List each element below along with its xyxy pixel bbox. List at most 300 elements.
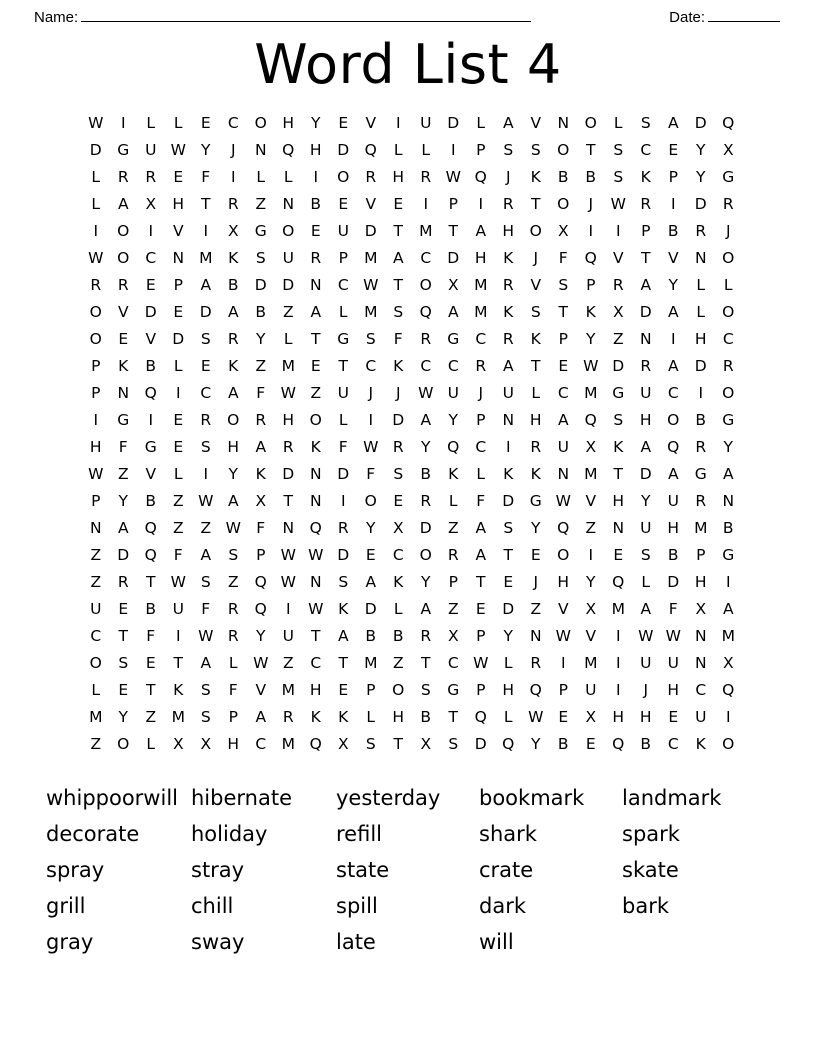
word-list-item[interactable]: spray bbox=[46, 858, 105, 882]
grid-cell[interactable]: Z bbox=[227, 573, 239, 591]
grid-cell[interactable]: X bbox=[585, 708, 597, 726]
grid-cell[interactable]: Z bbox=[392, 654, 404, 672]
grid-cell[interactable]: U bbox=[90, 600, 102, 618]
grid-cell[interactable]: V bbox=[585, 627, 597, 645]
grid-cell[interactable]: J bbox=[533, 249, 539, 267]
grid-cell[interactable]: I bbox=[203, 222, 209, 240]
grid-cell[interactable]: L bbox=[366, 708, 376, 726]
grid-cell[interactable]: M bbox=[694, 519, 708, 537]
grid-cell[interactable]: B bbox=[310, 195, 322, 213]
word-list-item[interactable]: grill bbox=[46, 894, 86, 918]
grid-cell[interactable]: U bbox=[502, 384, 514, 402]
grid-cell[interactable]: L bbox=[476, 465, 486, 483]
grid-cell[interactable]: T bbox=[558, 303, 568, 321]
grid-cell[interactable]: S bbox=[338, 573, 349, 591]
grid-cell[interactable]: A bbox=[310, 303, 322, 321]
word-list-item[interactable]: will bbox=[479, 930, 514, 954]
grid-cell[interactable]: U bbox=[640, 519, 652, 537]
grid-cell[interactable]: E bbox=[338, 114, 349, 132]
grid-cell[interactable]: N bbox=[254, 141, 267, 159]
grid-cell[interactable]: X bbox=[392, 519, 404, 537]
grid-cell[interactable]: N bbox=[612, 519, 625, 537]
grid-cell[interactable]: H bbox=[612, 708, 625, 726]
grid-cell[interactable]: L bbox=[173, 465, 183, 483]
grid-cell[interactable]: I bbox=[120, 114, 126, 132]
grid-cell[interactable]: X bbox=[420, 735, 432, 753]
grid-cell[interactable]: U bbox=[695, 708, 707, 726]
grid-cell[interactable]: O bbox=[722, 384, 735, 402]
grid-cell[interactable]: O bbox=[722, 303, 735, 321]
grid-cell[interactable]: C bbox=[640, 141, 652, 159]
word-list-item[interactable]: dark bbox=[479, 894, 526, 918]
grid-cell[interactable]: O bbox=[309, 411, 322, 429]
word-list-item[interactable]: hibernate bbox=[191, 786, 292, 810]
grid-cell[interactable]: Y bbox=[118, 492, 128, 510]
grid-cell[interactable]: P bbox=[448, 573, 458, 591]
grid-cell[interactable]: K bbox=[503, 465, 514, 483]
grid-cell[interactable]: K bbox=[338, 600, 349, 618]
grid-cell[interactable]: T bbox=[338, 654, 348, 672]
grid-cell[interactable]: X bbox=[695, 600, 707, 618]
grid-cell[interactable]: Z bbox=[282, 303, 294, 321]
grid-cell[interactable]: Z bbox=[172, 492, 184, 510]
grid-cell[interactable]: A bbox=[502, 114, 514, 132]
grid-cell[interactable]: I bbox=[615, 681, 621, 699]
grid-cell[interactable]: G bbox=[722, 168, 735, 186]
grid-cell[interactable]: E bbox=[310, 357, 321, 375]
grid-cell[interactable]: K bbox=[530, 465, 541, 483]
grid-cell[interactable]: A bbox=[640, 600, 652, 618]
grid-cell[interactable]: D bbox=[337, 465, 350, 483]
grid-cell[interactable]: C bbox=[695, 681, 707, 699]
grid-cell[interactable]: C bbox=[392, 546, 404, 564]
grid-cell[interactable]: Z bbox=[90, 573, 102, 591]
grid-cell[interactable]: E bbox=[475, 600, 486, 618]
grid-cell[interactable]: E bbox=[558, 357, 569, 375]
grid-cell[interactable]: Y bbox=[201, 141, 211, 159]
grid-cell[interactable]: I bbox=[395, 114, 401, 132]
grid-cell[interactable]: P bbox=[91, 357, 101, 375]
grid-cell[interactable]: Z bbox=[200, 519, 212, 537]
grid-cell[interactable]: G bbox=[447, 681, 460, 699]
grid-cell[interactable]: Q bbox=[474, 168, 487, 186]
grid-cell[interactable]: Q bbox=[447, 438, 460, 456]
grid-cell[interactable]: L bbox=[393, 141, 403, 159]
grid-cell[interactable]: D bbox=[282, 276, 295, 294]
grid-cell[interactable]: X bbox=[585, 438, 597, 456]
grid-cell[interactable]: Z bbox=[447, 519, 459, 537]
grid-cell[interactable]: T bbox=[311, 627, 321, 645]
grid-cell[interactable]: Z bbox=[117, 465, 129, 483]
grid-cell[interactable]: D bbox=[89, 141, 102, 159]
grid-cell[interactable]: H bbox=[227, 438, 240, 456]
grid-cell[interactable]: D bbox=[694, 114, 707, 132]
grid-cell[interactable]: A bbox=[117, 195, 129, 213]
grid-cell[interactable]: Y bbox=[531, 519, 541, 537]
grid-cell[interactable]: I bbox=[725, 573, 731, 591]
grid-cell[interactable]: U bbox=[282, 627, 294, 645]
grid-cell[interactable]: D bbox=[282, 465, 295, 483]
grid-cell[interactable]: B bbox=[227, 276, 239, 294]
grid-cell[interactable]: K bbox=[173, 681, 184, 699]
grid-cell[interactable]: U bbox=[282, 249, 294, 267]
grid-cell[interactable]: D bbox=[144, 303, 157, 321]
grid-cell[interactable]: A bbox=[475, 222, 487, 240]
grid-cell[interactable]: H bbox=[667, 681, 680, 699]
grid-cell[interactable]: M bbox=[584, 384, 598, 402]
grid-cell[interactable]: R bbox=[227, 195, 239, 213]
word-list-item[interactable]: stray bbox=[191, 858, 245, 882]
grid-cell[interactable]: C bbox=[90, 627, 102, 645]
grid-cell[interactable]: T bbox=[118, 627, 128, 645]
grid-cell[interactable]: M bbox=[611, 600, 625, 618]
grid-cell[interactable]: A bbox=[117, 519, 129, 537]
grid-cell[interactable]: S bbox=[255, 249, 266, 267]
grid-cell[interactable]: W bbox=[280, 573, 296, 591]
grid-cell[interactable]: Z bbox=[255, 195, 267, 213]
grid-cell[interactable]: H bbox=[89, 438, 102, 456]
grid-cell[interactable]: Y bbox=[696, 168, 706, 186]
grid-cell[interactable]: I bbox=[505, 438, 511, 456]
grid-cell[interactable]: D bbox=[447, 249, 460, 267]
grid-cell[interactable]: T bbox=[173, 654, 183, 672]
grid-cell[interactable]: R bbox=[612, 276, 624, 294]
grid-cell[interactable]: R bbox=[640, 357, 652, 375]
grid-cell[interactable]: C bbox=[475, 438, 487, 456]
grid-cell[interactable]: Y bbox=[256, 627, 266, 645]
grid-cell[interactable]: D bbox=[694, 357, 707, 375]
word-list-item[interactable]: refill bbox=[336, 822, 382, 846]
grid-cell[interactable]: C bbox=[447, 357, 459, 375]
grid-cell[interactable]: Y bbox=[668, 276, 678, 294]
grid-cell[interactable]: F bbox=[338, 438, 348, 456]
word-list-item[interactable]: holiday bbox=[191, 822, 268, 846]
grid-cell[interactable]: F bbox=[476, 492, 486, 510]
grid-cell[interactable]: Q bbox=[529, 681, 542, 699]
grid-cell[interactable]: Z bbox=[530, 600, 542, 618]
grid-cell[interactable]: T bbox=[476, 573, 486, 591]
grid-cell[interactable]: W bbox=[445, 168, 461, 186]
grid-cell[interactable]: D bbox=[667, 573, 680, 591]
grid-cell[interactable]: P bbox=[696, 546, 706, 564]
word-list-item[interactable]: gray bbox=[46, 930, 94, 954]
grid-cell[interactable]: R bbox=[392, 438, 404, 456]
grid-cell[interactable]: Y bbox=[696, 141, 706, 159]
grid-cell[interactable]: E bbox=[338, 195, 349, 213]
grid-cell[interactable]: E bbox=[530, 546, 541, 564]
grid-cell[interactable]: G bbox=[117, 411, 130, 429]
grid-cell[interactable]: C bbox=[557, 384, 569, 402]
word-list-item[interactable]: sway bbox=[191, 930, 245, 954]
grid-cell[interactable]: N bbox=[722, 492, 735, 510]
grid-cell[interactable]: R bbox=[255, 411, 267, 429]
grid-cell[interactable]: R bbox=[337, 519, 349, 537]
grid-cell[interactable]: I bbox=[560, 654, 566, 672]
grid-cell[interactable]: H bbox=[474, 249, 487, 267]
grid-cell[interactable]: Q bbox=[144, 546, 157, 564]
grid-cell[interactable]: Y bbox=[586, 330, 596, 348]
word-search-grid[interactable] bbox=[82, 110, 742, 758]
grid-cell[interactable]: C bbox=[255, 735, 267, 753]
grid-cell[interactable]: H bbox=[392, 168, 405, 186]
grid-cell[interactable]: W bbox=[665, 627, 681, 645]
grid-cell[interactable]: W bbox=[555, 627, 571, 645]
grid-cell[interactable]: H bbox=[612, 492, 625, 510]
grid-cell[interactable]: R bbox=[420, 168, 432, 186]
grid-cell[interactable]: I bbox=[478, 195, 484, 213]
grid-cell[interactable]: A bbox=[227, 303, 239, 321]
grid-cell[interactable]: K bbox=[503, 249, 514, 267]
grid-cell[interactable]: T bbox=[448, 708, 458, 726]
grid-cell[interactable]: X bbox=[337, 735, 349, 753]
word-list-item[interactable]: skate bbox=[622, 858, 679, 882]
grid-cell[interactable]: D bbox=[117, 546, 130, 564]
grid-cell[interactable]: R bbox=[695, 438, 707, 456]
grid-cell[interactable]: S bbox=[200, 681, 211, 699]
grid-cell[interactable]: D bbox=[639, 303, 652, 321]
grid-cell[interactable]: S bbox=[530, 303, 541, 321]
grid-cell[interactable]: M bbox=[281, 735, 295, 753]
grid-cell[interactable]: A bbox=[667, 465, 679, 483]
grid-cell[interactable]: O bbox=[529, 222, 542, 240]
grid-cell[interactable]: O bbox=[557, 141, 570, 159]
grid-cell[interactable]: W bbox=[418, 384, 434, 402]
grid-cell[interactable]: P bbox=[91, 492, 101, 510]
grid-cell[interactable]: I bbox=[148, 411, 154, 429]
grid-cell[interactable]: V bbox=[365, 114, 377, 132]
grid-cell[interactable]: L bbox=[613, 114, 623, 132]
grid-cell[interactable]: Y bbox=[586, 573, 596, 591]
grid-cell[interactable]: E bbox=[613, 546, 624, 564]
grid-cell[interactable]: S bbox=[613, 168, 624, 186]
grid-cell[interactable]: R bbox=[695, 222, 707, 240]
grid-cell[interactable]: B bbox=[667, 222, 679, 240]
grid-cell[interactable]: R bbox=[310, 249, 322, 267]
grid-cell[interactable]: C bbox=[447, 654, 459, 672]
grid-cell[interactable]: A bbox=[475, 519, 487, 537]
grid-cell[interactable]: E bbox=[118, 330, 129, 348]
grid-cell[interactable]: E bbox=[503, 573, 514, 591]
grid-cell[interactable]: C bbox=[722, 330, 734, 348]
grid-cell[interactable]: D bbox=[447, 114, 460, 132]
grid-cell[interactable]: M bbox=[584, 465, 598, 483]
grid-cell[interactable]: C bbox=[365, 357, 377, 375]
grid-cell[interactable]: I bbox=[368, 411, 374, 429]
grid-cell[interactable]: W bbox=[225, 519, 241, 537]
grid-cell[interactable]: Z bbox=[145, 708, 157, 726]
grid-cell[interactable]: X bbox=[255, 492, 267, 510]
word-list-item[interactable]: spill bbox=[336, 894, 378, 918]
grid-cell[interactable]: V bbox=[667, 249, 679, 267]
grid-cell[interactable]: L bbox=[503, 654, 513, 672]
grid-cell[interactable]: V bbox=[172, 222, 184, 240]
grid-cell[interactable]: O bbox=[89, 330, 102, 348]
grid-cell[interactable]: A bbox=[640, 276, 652, 294]
grid-cell[interactable]: W bbox=[555, 492, 571, 510]
grid-cell[interactable]: J bbox=[395, 384, 401, 402]
grid-cell[interactable]: P bbox=[558, 681, 568, 699]
grid-cell[interactable]: W bbox=[363, 438, 379, 456]
grid-cell[interactable]: U bbox=[337, 384, 349, 402]
grid-cell[interactable]: A bbox=[667, 303, 679, 321]
grid-cell[interactable]: P bbox=[476, 681, 486, 699]
grid-cell[interactable]: A bbox=[255, 708, 267, 726]
grid-cell[interactable]: E bbox=[118, 681, 129, 699]
grid-cell[interactable]: M bbox=[474, 303, 488, 321]
grid-cell[interactable]: H bbox=[502, 222, 515, 240]
grid-cell[interactable]: D bbox=[474, 735, 487, 753]
grid-cell[interactable]: W bbox=[280, 546, 296, 564]
grid-cell[interactable]: K bbox=[310, 708, 321, 726]
grid-cell[interactable]: R bbox=[502, 276, 514, 294]
grid-cell[interactable]: Y bbox=[448, 411, 458, 429]
grid-cell[interactable]: F bbox=[256, 384, 266, 402]
grid-cell[interactable]: R bbox=[420, 627, 432, 645]
grid-cell[interactable]: F bbox=[256, 519, 266, 537]
grid-cell[interactable]: O bbox=[392, 681, 405, 699]
grid-cell[interactable]: U bbox=[172, 600, 184, 618]
grid-cell[interactable]: P bbox=[586, 276, 596, 294]
grid-cell[interactable]: I bbox=[615, 654, 621, 672]
grid-cell[interactable]: A bbox=[557, 411, 569, 429]
grid-cell[interactable]: N bbox=[557, 114, 570, 132]
grid-cell[interactable]: J bbox=[505, 168, 511, 186]
grid-cell[interactable]: E bbox=[145, 276, 156, 294]
name-input-line[interactable] bbox=[81, 8, 531, 22]
grid-cell[interactable]: H bbox=[639, 411, 652, 429]
grid-cell[interactable]: I bbox=[313, 168, 319, 186]
grid-cell[interactable]: N bbox=[639, 330, 652, 348]
date-input-line[interactable] bbox=[708, 8, 780, 22]
grid-cell[interactable]: J bbox=[533, 573, 539, 591]
grid-cell[interactable]: I bbox=[93, 222, 99, 240]
grid-cell[interactable]: B bbox=[420, 708, 432, 726]
grid-cell[interactable]: S bbox=[448, 735, 459, 753]
grid-cell[interactable]: L bbox=[91, 681, 101, 699]
grid-cell[interactable]: H bbox=[557, 573, 570, 591]
grid-cell[interactable]: X bbox=[447, 276, 459, 294]
grid-cell[interactable]: D bbox=[364, 600, 377, 618]
grid-cell[interactable]: A bbox=[227, 492, 239, 510]
grid-cell[interactable]: Y bbox=[311, 114, 321, 132]
grid-cell[interactable]: S bbox=[393, 303, 404, 321]
grid-cell[interactable]: W bbox=[170, 573, 186, 591]
grid-cell[interactable]: W bbox=[308, 546, 324, 564]
grid-cell[interactable]: U bbox=[640, 384, 652, 402]
grid-cell[interactable]: U bbox=[667, 654, 679, 672]
grid-cell[interactable]: Y bbox=[421, 438, 431, 456]
grid-cell[interactable]: L bbox=[723, 276, 733, 294]
grid-cell[interactable]: V bbox=[365, 195, 377, 213]
grid-cell[interactable]: R bbox=[475, 357, 487, 375]
grid-cell[interactable]: F bbox=[228, 681, 238, 699]
grid-cell[interactable]: Q bbox=[584, 249, 597, 267]
grid-cell[interactable]: S bbox=[558, 276, 569, 294]
grid-cell[interactable]: A bbox=[200, 276, 212, 294]
grid-cell[interactable]: X bbox=[585, 600, 597, 618]
grid-cell[interactable]: G bbox=[337, 330, 350, 348]
grid-cell[interactable]: R bbox=[117, 168, 129, 186]
grid-cell[interactable]: W bbox=[280, 384, 296, 402]
grid-cell[interactable]: R bbox=[365, 168, 377, 186]
grid-cell[interactable]: W bbox=[88, 465, 104, 483]
grid-cell[interactable]: S bbox=[503, 519, 514, 537]
grid-cell[interactable]: N bbox=[502, 411, 515, 429]
grid-cell[interactable]: L bbox=[503, 708, 513, 726]
grid-cell[interactable]: N bbox=[282, 195, 295, 213]
grid-cell[interactable]: A bbox=[475, 546, 487, 564]
grid-cell[interactable]: W bbox=[308, 600, 324, 618]
grid-cell[interactable]: L bbox=[531, 384, 541, 402]
grid-cell[interactable]: S bbox=[200, 438, 211, 456]
grid-cell[interactable]: A bbox=[502, 357, 514, 375]
grid-cell[interactable]: K bbox=[695, 735, 706, 753]
grid-cell[interactable]: O bbox=[584, 114, 597, 132]
grid-cell[interactable]: O bbox=[722, 249, 735, 267]
grid-cell[interactable]: J bbox=[588, 195, 594, 213]
grid-cell[interactable]: E bbox=[393, 492, 404, 510]
grid-cell[interactable]: W bbox=[88, 114, 104, 132]
grid-cell[interactable]: A bbox=[420, 411, 432, 429]
grid-cell[interactable]: D bbox=[694, 195, 707, 213]
grid-cell[interactable]: S bbox=[640, 546, 651, 564]
grid-cell[interactable]: D bbox=[502, 492, 515, 510]
grid-cell[interactable]: M bbox=[281, 681, 295, 699]
grid-cell[interactable]: L bbox=[393, 600, 403, 618]
grid-cell[interactable]: W bbox=[88, 249, 104, 267]
grid-cell[interactable]: S bbox=[200, 708, 211, 726]
grid-cell[interactable]: J bbox=[478, 384, 484, 402]
grid-cell[interactable]: H bbox=[309, 141, 322, 159]
grid-cell[interactable]: E bbox=[668, 141, 679, 159]
grid-cell[interactable]: Z bbox=[612, 330, 624, 348]
grid-cell[interactable]: O bbox=[117, 735, 130, 753]
grid-cell[interactable]: A bbox=[255, 438, 267, 456]
grid-cell[interactable]: Y bbox=[531, 735, 541, 753]
grid-cell[interactable]: Q bbox=[612, 735, 625, 753]
grid-cell[interactable]: K bbox=[255, 465, 266, 483]
grid-cell[interactable]: I bbox=[285, 600, 291, 618]
grid-cell[interactable]: H bbox=[639, 708, 652, 726]
grid-cell[interactable]: A bbox=[722, 465, 734, 483]
grid-cell[interactable]: Y bbox=[256, 330, 266, 348]
grid-cell[interactable]: L bbox=[173, 357, 183, 375]
grid-cell[interactable]: Z bbox=[172, 519, 184, 537]
grid-cell[interactable]: J bbox=[368, 384, 374, 402]
grid-cell[interactable]: C bbox=[420, 357, 432, 375]
grid-cell[interactable]: R bbox=[722, 357, 734, 375]
grid-cell[interactable]: Y bbox=[723, 438, 733, 456]
grid-cell[interactable]: S bbox=[365, 735, 376, 753]
grid-cell[interactable]: U bbox=[145, 141, 157, 159]
grid-cell[interactable]: M bbox=[721, 627, 735, 645]
grid-cell[interactable]: O bbox=[89, 654, 102, 672]
grid-cell[interactable]: B bbox=[695, 411, 707, 429]
grid-cell[interactable]: F bbox=[146, 627, 156, 645]
grid-cell[interactable]: T bbox=[613, 465, 623, 483]
grid-cell[interactable]: A bbox=[200, 654, 212, 672]
word-list-item[interactable]: bark bbox=[622, 894, 669, 918]
grid-cell[interactable]: Z bbox=[255, 357, 267, 375]
grid-cell[interactable]: P bbox=[476, 141, 486, 159]
grid-cell[interactable]: R bbox=[145, 168, 157, 186]
grid-cell[interactable]: L bbox=[421, 141, 431, 159]
grid-cell[interactable]: S bbox=[640, 114, 651, 132]
grid-cell[interactable]: L bbox=[448, 492, 458, 510]
grid-cell[interactable]: Q bbox=[254, 573, 267, 591]
grid-cell[interactable]: S bbox=[365, 330, 376, 348]
grid-cell[interactable]: O bbox=[254, 114, 267, 132]
